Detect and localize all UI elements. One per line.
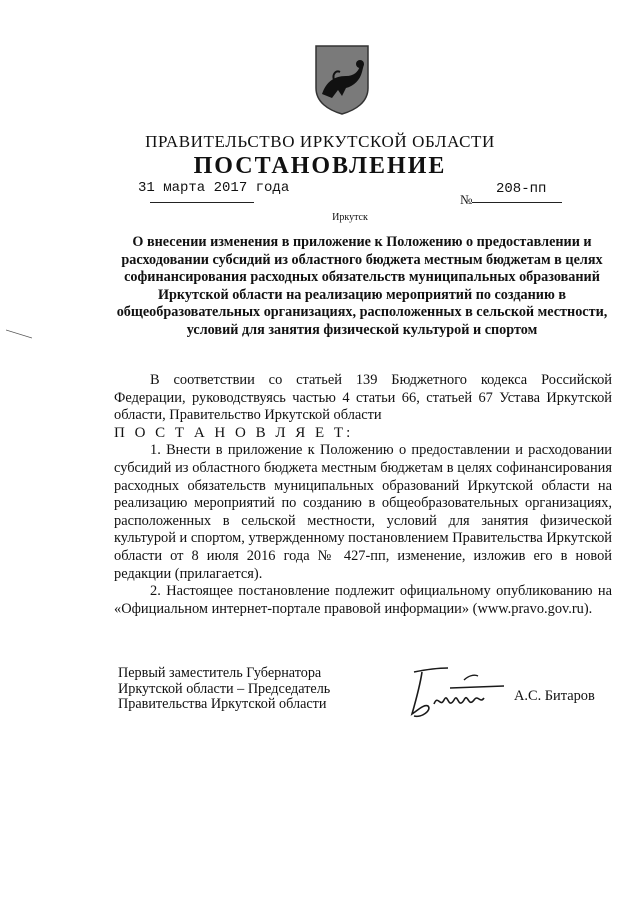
- signer-position-line: Иркутской области – Председатель: [118, 680, 331, 697]
- number-sign: №: [460, 192, 473, 207]
- irkutsk-coat-of-arms-icon: [312, 42, 372, 116]
- document-date: 31 марта 2017 года: [138, 180, 290, 196]
- document-title: О внесении изменения в приложение к Положению о предоставлении и расходовании субсидий из областного бюджета местным бюджетам в целях софинансирования расходных обязательств муниципальных образований Иркутской области на реализацию мероприятий по созданию в общеобразовательных организациях, расположенных в сельской местности, условий для занятия физической культурой и спортом: [116, 234, 608, 338]
- handwritten-signature: [404, 664, 508, 724]
- preamble-paragraph: В соответствии со статьей 139 Бюджетного кодекса Российской Федерации, руководствуясь частью 4 статьи 66, статьей 67 Устава Иркутской области, Правительство Иркутской области: [114, 372, 612, 424]
- document-number: 208-пп: [496, 181, 547, 197]
- resolves-heading: П О С Т А Н О В Л Я Е Т:: [114, 424, 354, 441]
- city-name: Иркутск: [332, 212, 368, 223]
- margin-mark: [6, 326, 32, 340]
- number-underline: [472, 202, 562, 203]
- signer-position-line: Первый заместитель Губернатора: [118, 665, 322, 681]
- document-type: ПОСТАНОВЛЕНИЕ: [193, 153, 447, 179]
- signer-name: А.С. Битаров: [514, 688, 595, 704]
- government-name: ПРАВИТЕЛЬСТВО ИРКУТСКОЙ ОБЛАСТИ: [145, 132, 495, 151]
- signer-position: [118, 666, 330, 713]
- date-underline: [150, 202, 254, 203]
- document-body: [114, 372, 612, 618]
- signer-position-line: Правительства Иркутской области: [118, 696, 327, 713]
- item-1-paragraph: 1. Внести в приложение к Положению о предоставлении и расходовании субсидий из областного бюджета местным бюджетам в целях софинансирования расходных обязательств муниципальных образований Иркутской области на реализацию мероприятий по созданию в общеобразовательных организациях, расположенных в сельской местности, условий для занятия физической культурой и спортом, утвержденному постановлением Правительства Иркутской области от 8 июля 2016 года № 427-пп, изменение, изложив его в новой редакции (прилагается).: [114, 442, 612, 582]
- item-2-paragraph: 2. Настоящее постановление подлежит официальному опубликованию на «Официальном интернет-портале правовой информации» (www.pravo.gov.ru).: [114, 583, 612, 617]
